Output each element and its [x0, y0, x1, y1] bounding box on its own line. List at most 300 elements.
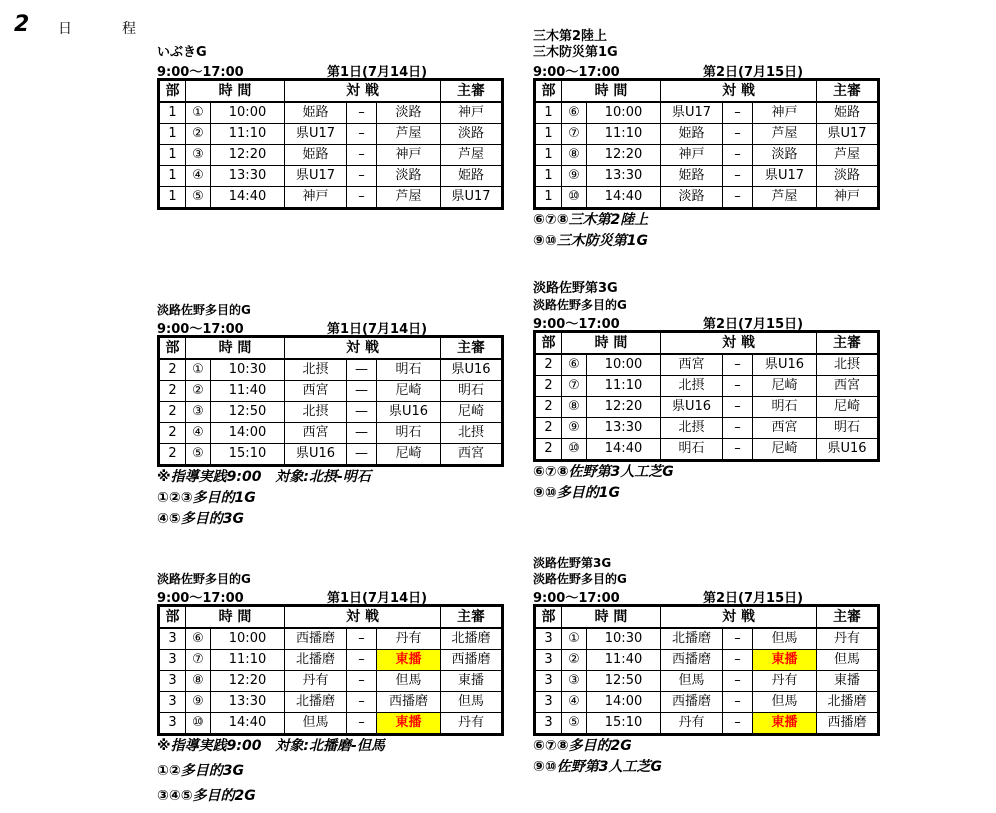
cell-away-team: 西播磨 — [377, 692, 441, 713]
table-row — [159, 671, 503, 692]
cell-match-number: ⑥ — [562, 102, 587, 124]
cell-match-number: ⑦ — [186, 650, 211, 671]
cell-vs: – — [723, 376, 753, 397]
cell-time: 15:10 — [587, 713, 661, 735]
col-header-match: 対 戦 — [661, 332, 817, 355]
cell-vs: – — [723, 397, 753, 418]
cell-vs: – — [347, 124, 377, 145]
cell-home-team: 北摂 — [285, 402, 347, 423]
col-header-time: 時 間 — [562, 332, 661, 355]
table-header-row — [535, 606, 879, 629]
cell-match-number: ② — [186, 381, 211, 402]
cell-time: 14:40 — [211, 187, 285, 209]
cell-bu: 2 — [159, 444, 186, 466]
cell-time: 12:50 — [587, 671, 661, 692]
cell-time: 14:00 — [587, 692, 661, 713]
venue-notes — [533, 462, 877, 504]
cell-bu: 1 — [159, 187, 186, 209]
cell-bu: 2 — [535, 354, 562, 376]
table-row — [159, 444, 503, 466]
table-row — [535, 692, 879, 713]
cell-match-number: ⑨ — [562, 166, 587, 187]
cell-match-number: ① — [186, 359, 211, 381]
col-header-bu: 部 — [535, 606, 562, 629]
cell-home-team: 北播磨 — [285, 650, 347, 671]
cell-referee: 神戸 — [441, 102, 503, 124]
cell-away-team: 淡路 — [753, 145, 817, 166]
cell-referee: 県U16 — [817, 439, 879, 461]
cell-referee: 丹有 — [817, 628, 879, 650]
cell-time: 13:30 — [587, 418, 661, 439]
cell-bu: 2 — [159, 359, 186, 381]
day-label: 第2日(7月15日) — [703, 591, 804, 606]
table-row — [159, 381, 503, 402]
cell-away-team: 東播 — [377, 650, 441, 671]
cell-away-team: 尼崎 — [753, 439, 817, 461]
cell-match-number: ⑧ — [186, 671, 211, 692]
cell-referee: 北摂 — [441, 423, 503, 444]
schedule-table — [157, 335, 504, 467]
cell-bu: 2 — [159, 402, 186, 423]
cell-time: 10:00 — [587, 354, 661, 376]
cell-vs: – — [347, 671, 377, 692]
schedule-header-line — [533, 313, 877, 330]
cell-referee: 淡路 — [817, 166, 879, 187]
note-line: ③④⑤多目的2G — [157, 788, 256, 804]
day-label: 第2日(7月15日) — [703, 317, 804, 332]
cell-away-team: 明石 — [753, 397, 817, 418]
cell-referee: 神戸 — [817, 187, 879, 209]
cell-referee: 西播磨 — [817, 713, 879, 735]
cell-away-team: 但馬 — [753, 628, 817, 650]
day-label: 第1日(7月14日) — [327, 322, 428, 337]
note-line: ⑥⑦⑧三木第2陸上 — [533, 212, 649, 228]
col-header-bu: 部 — [535, 80, 562, 103]
cell-referee: 姫路 — [817, 102, 879, 124]
cell-away-team: 明石 — [377, 359, 441, 381]
cell-referee: 淡路 — [441, 124, 503, 145]
cell-referee: 尼崎 — [441, 402, 503, 423]
time-range: 9:00〜17:00 — [157, 322, 244, 337]
cell-away-team: 県U16 — [377, 402, 441, 423]
cell-bu: 2 — [535, 376, 562, 397]
table-row — [535, 102, 879, 124]
cell-match-number: ⑩ — [562, 187, 587, 209]
schedule-header-line — [157, 61, 501, 78]
cell-vs: — — [347, 402, 377, 423]
schedule-header-line — [157, 318, 501, 335]
cell-vs: – — [723, 124, 753, 145]
time-range: 9:00〜17:00 — [533, 317, 620, 332]
note-line: ⑨⑩多目的1G — [533, 485, 620, 501]
day-label: 第2日(7月15日) — [703, 65, 804, 80]
table-row — [159, 124, 503, 145]
table-row — [159, 713, 503, 735]
cell-time: 13:30 — [211, 692, 285, 713]
cell-bu: 2 — [535, 439, 562, 461]
cell-time: 12:20 — [587, 145, 661, 166]
cell-away-team: 淡路 — [377, 102, 441, 124]
cell-away-team: 但馬 — [377, 671, 441, 692]
venue-name: 淡路佐野第3G — [533, 281, 618, 296]
cell-away-team: 県U16 — [753, 354, 817, 376]
cell-time: 11:10 — [587, 124, 661, 145]
cell-match-number: ④ — [562, 692, 587, 713]
note-line: ①②③多目的1G — [157, 490, 256, 506]
cell-home-team: 丹有 — [661, 713, 723, 735]
cell-match-number: ③ — [186, 145, 211, 166]
cell-time: 14:40 — [587, 439, 661, 461]
cell-bu: 1 — [159, 145, 186, 166]
cell-referee: 明石 — [817, 418, 879, 439]
cell-match-number: ② — [562, 650, 587, 671]
cell-referee: 県U17 — [817, 124, 879, 145]
col-header-referee: 主審 — [817, 80, 879, 103]
note-line: ⑨⑩佐野第3人工芝G — [533, 759, 662, 775]
cell-match-number: ① — [186, 102, 211, 124]
cell-time: 11:10 — [211, 650, 285, 671]
cell-match-number: ② — [186, 124, 211, 145]
cell-away-team: 但馬 — [753, 692, 817, 713]
cell-referee: 東播 — [441, 671, 503, 692]
col-header-referee: 主審 — [441, 606, 503, 629]
cell-away-team: 東播 — [753, 650, 817, 671]
cell-home-team: 姫路 — [285, 102, 347, 124]
cell-vs: – — [347, 145, 377, 166]
table-row — [535, 166, 879, 187]
venue-notes — [533, 210, 877, 252]
cell-vs: — — [347, 423, 377, 444]
cell-vs: – — [723, 354, 753, 376]
cell-away-team: 芦屋 — [377, 187, 441, 209]
venue-notes — [157, 467, 501, 530]
cell-bu: 3 — [535, 692, 562, 713]
col-header-referee: 主審 — [441, 80, 503, 103]
cell-time: 11:10 — [587, 376, 661, 397]
cell-bu: 1 — [535, 145, 562, 166]
table-header-row — [159, 606, 503, 629]
table-row — [535, 397, 879, 418]
cell-vs: – — [723, 166, 753, 187]
cell-match-number: ③ — [186, 402, 211, 423]
cell-home-team: 西宮 — [285, 423, 347, 444]
table-row — [159, 166, 503, 187]
cell-away-team: 淡路 — [377, 166, 441, 187]
cell-vs: – — [347, 102, 377, 124]
note-line: ※指導実践9:00 対象:北播磨-但馬 — [157, 738, 385, 754]
table-row — [159, 692, 503, 713]
schedule-block-1 — [157, 45, 501, 210]
cell-home-team: 北播磨 — [285, 692, 347, 713]
cell-referee: 県U17 — [441, 187, 503, 209]
cell-home-team: 姫路 — [661, 166, 723, 187]
cell-bu: 2 — [159, 381, 186, 402]
col-header-match: 対 戦 — [661, 80, 817, 103]
venue-notes — [157, 736, 501, 807]
cell-home-team: 姫路 — [661, 124, 723, 145]
cell-vs: – — [347, 628, 377, 650]
cell-time: 11:10 — [211, 124, 285, 145]
cell-bu: 1 — [535, 124, 562, 145]
schedule-table — [157, 78, 504, 210]
cell-away-team: 神戸 — [377, 145, 441, 166]
cell-bu: 3 — [159, 671, 186, 692]
table-row — [159, 145, 503, 166]
cell-match-number: ⑥ — [562, 354, 587, 376]
note-line: ※指導実践9:00 対象:北摂-明石 — [157, 469, 371, 485]
note-line: ④⑤多目的3G — [157, 511, 244, 527]
table-header-row — [535, 332, 879, 355]
time-range: 9:00〜17:00 — [157, 65, 244, 80]
cell-away-team: 丹有 — [753, 671, 817, 692]
col-header-time: 時 間 — [186, 337, 285, 360]
cell-match-number: ⑤ — [562, 713, 587, 735]
cell-away-team: 芦屋 — [377, 124, 441, 145]
table-row — [535, 124, 879, 145]
cell-match-number: ④ — [186, 166, 211, 187]
cell-match-number: ⑦ — [562, 376, 587, 397]
venue-name: 淡路佐野多目的G — [157, 572, 251, 586]
cell-home-team: 西播磨 — [661, 692, 723, 713]
cell-home-team: 県U17 — [661, 102, 723, 124]
col-header-match: 対 戦 — [285, 606, 441, 629]
col-header-match: 対 戦 — [285, 80, 441, 103]
cell-home-team: 但馬 — [285, 713, 347, 735]
venue-name: 淡路佐野第3G — [533, 556, 612, 570]
table-row — [535, 418, 879, 439]
schedule-table — [533, 78, 880, 210]
cell-home-team: 神戸 — [285, 187, 347, 209]
table-row — [159, 628, 503, 650]
schedule-table — [533, 604, 880, 736]
cell-vs: – — [723, 439, 753, 461]
schedule-block-5 — [157, 571, 501, 807]
note-line: ①②多目的3G — [157, 763, 244, 779]
cell-home-team: 北摂 — [285, 359, 347, 381]
table-row — [535, 354, 879, 376]
cell-match-number: ③ — [562, 671, 587, 692]
cell-vs: – — [347, 650, 377, 671]
cell-home-team: 県U16 — [661, 397, 723, 418]
cell-time: 13:30 — [211, 166, 285, 187]
table-row — [159, 423, 503, 444]
cell-referee: 芦屋 — [441, 145, 503, 166]
cell-home-team: 県U17 — [285, 166, 347, 187]
col-header-time: 時 間 — [562, 606, 661, 629]
cell-match-number: ⑨ — [562, 418, 587, 439]
cell-vs: – — [723, 628, 753, 650]
cell-vs: — — [347, 444, 377, 466]
cell-time: 14:00 — [211, 423, 285, 444]
col-header-time: 時 間 — [186, 80, 285, 103]
cell-vs: – — [723, 713, 753, 735]
cell-referee: 姫路 — [441, 166, 503, 187]
cell-home-team: 県U17 — [285, 124, 347, 145]
cell-match-number: ⑧ — [562, 397, 587, 418]
venue-name: 淡路佐野多目的G — [533, 572, 627, 586]
table-row — [535, 713, 879, 735]
cell-vs: – — [347, 187, 377, 209]
cell-match-number: ⑤ — [186, 187, 211, 209]
cell-referee: 北播磨 — [441, 628, 503, 650]
cell-bu: 3 — [159, 713, 186, 735]
cell-vs: – — [347, 713, 377, 735]
cell-time: 11:40 — [211, 381, 285, 402]
cell-away-team: 明石 — [377, 423, 441, 444]
cell-away-team: 神戸 — [753, 102, 817, 124]
cell-home-team: 丹有 — [285, 671, 347, 692]
cell-vs: – — [723, 418, 753, 439]
cell-match-number: ⑧ — [562, 145, 587, 166]
venue-notes — [533, 736, 877, 778]
cell-away-team: 尼崎 — [377, 444, 441, 466]
cell-time: 10:30 — [211, 359, 285, 381]
cell-away-team: 西宮 — [753, 418, 817, 439]
table-row — [535, 650, 879, 671]
cell-home-team: 北摂 — [661, 376, 723, 397]
cell-bu: 3 — [535, 650, 562, 671]
table-header-row — [535, 80, 879, 103]
cell-time: 10:00 — [211, 102, 285, 124]
day-label: 第1日(7月14日) — [327, 591, 428, 606]
cell-away-team: 東播 — [753, 713, 817, 735]
cell-bu: 3 — [159, 628, 186, 650]
table-row — [535, 376, 879, 397]
col-header-match: 対 戦 — [285, 337, 441, 360]
venue-name: 淡路佐野多目的G — [157, 303, 251, 317]
cell-bu: 1 — [535, 166, 562, 187]
col-header-time: 時 間 — [186, 606, 285, 629]
cell-referee: 東播 — [817, 671, 879, 692]
time-range: 9:00〜17:00 — [533, 591, 620, 606]
table-row — [159, 102, 503, 124]
cell-vs: – — [723, 671, 753, 692]
cell-away-team: 東播 — [377, 713, 441, 735]
cell-time: 14:40 — [211, 713, 285, 735]
table-row — [535, 671, 879, 692]
time-range: 9:00〜17:00 — [533, 65, 620, 80]
cell-home-team: 県U16 — [285, 444, 347, 466]
cell-match-number: ⑦ — [562, 124, 587, 145]
cell-time: 12:20 — [211, 671, 285, 692]
table-row — [535, 439, 879, 461]
cell-bu: 3 — [535, 628, 562, 650]
cell-match-number: ⑩ — [186, 713, 211, 735]
cell-home-team: 西宮 — [661, 354, 723, 376]
venue-name: 淡路佐野多目的G — [533, 298, 627, 312]
cell-away-team: 芦屋 — [753, 124, 817, 145]
cell-time: 11:40 — [587, 650, 661, 671]
venue-name: 三木第2陸上 — [533, 29, 608, 44]
cell-bu: 3 — [535, 713, 562, 735]
cell-vs: – — [723, 145, 753, 166]
table-row — [535, 145, 879, 166]
cell-vs: – — [723, 187, 753, 209]
cell-referee: 西宮 — [817, 376, 879, 397]
cell-vs: – — [723, 692, 753, 713]
col-header-time: 時 間 — [562, 80, 661, 103]
day-label: 第1日(7月14日) — [327, 65, 428, 80]
cell-home-team: 北摂 — [661, 418, 723, 439]
col-header-referee: 主審 — [817, 606, 879, 629]
cell-bu: 2 — [535, 418, 562, 439]
cell-bu: 3 — [159, 692, 186, 713]
venue-name: 三木防災第1G — [533, 45, 618, 60]
cell-vs: – — [723, 102, 753, 124]
table-header-row — [159, 80, 503, 103]
cell-match-number: ⑤ — [186, 444, 211, 466]
table-row — [159, 359, 503, 381]
cell-bu: 2 — [159, 423, 186, 444]
cell-time: 13:30 — [587, 166, 661, 187]
table-row — [159, 650, 503, 671]
table-row — [159, 402, 503, 423]
schedule-table — [533, 330, 880, 462]
cell-home-team: 神戸 — [661, 145, 723, 166]
cell-match-number: ④ — [186, 423, 211, 444]
cell-match-number: ⑨ — [186, 692, 211, 713]
schedule-header-line — [157, 587, 501, 604]
schedule-header-line — [533, 61, 877, 78]
cell-match-number: ⑥ — [186, 628, 211, 650]
cell-bu: 1 — [159, 124, 186, 145]
cell-referee: 丹有 — [441, 713, 503, 735]
col-header-bu: 部 — [159, 80, 186, 103]
venue-name: いぶきG — [157, 45, 207, 60]
cell-bu: 3 — [535, 671, 562, 692]
col-header-bu: 部 — [159, 606, 186, 629]
cell-vs: – — [723, 650, 753, 671]
cell-vs: — — [347, 381, 377, 402]
page-title-char-1: 日 — [58, 21, 72, 37]
schedule-header-line — [533, 587, 877, 604]
cell-bu: 2 — [535, 397, 562, 418]
cell-referee: 但馬 — [441, 692, 503, 713]
col-header-referee: 主審 — [441, 337, 503, 360]
cell-bu: 1 — [535, 102, 562, 124]
cell-bu: 1 — [159, 102, 186, 124]
cell-referee: 但馬 — [817, 650, 879, 671]
time-range: 9:00〜17:00 — [157, 591, 244, 606]
cell-time: 10:30 — [587, 628, 661, 650]
schedule-block-4 — [533, 281, 877, 504]
cell-bu: 3 — [159, 650, 186, 671]
cell-time: 10:00 — [587, 102, 661, 124]
cell-vs: – — [347, 166, 377, 187]
cell-match-number: ⑩ — [562, 439, 587, 461]
cell-away-team: 尼崎 — [377, 381, 441, 402]
cell-referee: 北播磨 — [817, 692, 879, 713]
cell-time: 10:00 — [211, 628, 285, 650]
cell-bu: 1 — [159, 166, 186, 187]
page-number: 2 — [14, 12, 30, 37]
col-header-bu: 部 — [535, 332, 562, 355]
cell-referee: 尼崎 — [817, 397, 879, 418]
schedule-table — [157, 604, 504, 736]
col-header-match: 対 戦 — [661, 606, 817, 629]
page-title-char-2: 程 — [122, 21, 136, 37]
cell-home-team: 姫路 — [285, 145, 347, 166]
cell-bu: 1 — [535, 187, 562, 209]
cell-vs: – — [347, 692, 377, 713]
cell-vs: — — [347, 359, 377, 381]
cell-time: 12:20 — [587, 397, 661, 418]
table-row — [535, 187, 879, 209]
schedule-block-6 — [533, 555, 877, 778]
cell-away-team: 丹有 — [377, 628, 441, 650]
cell-time: 15:10 — [211, 444, 285, 466]
table-row — [535, 628, 879, 650]
